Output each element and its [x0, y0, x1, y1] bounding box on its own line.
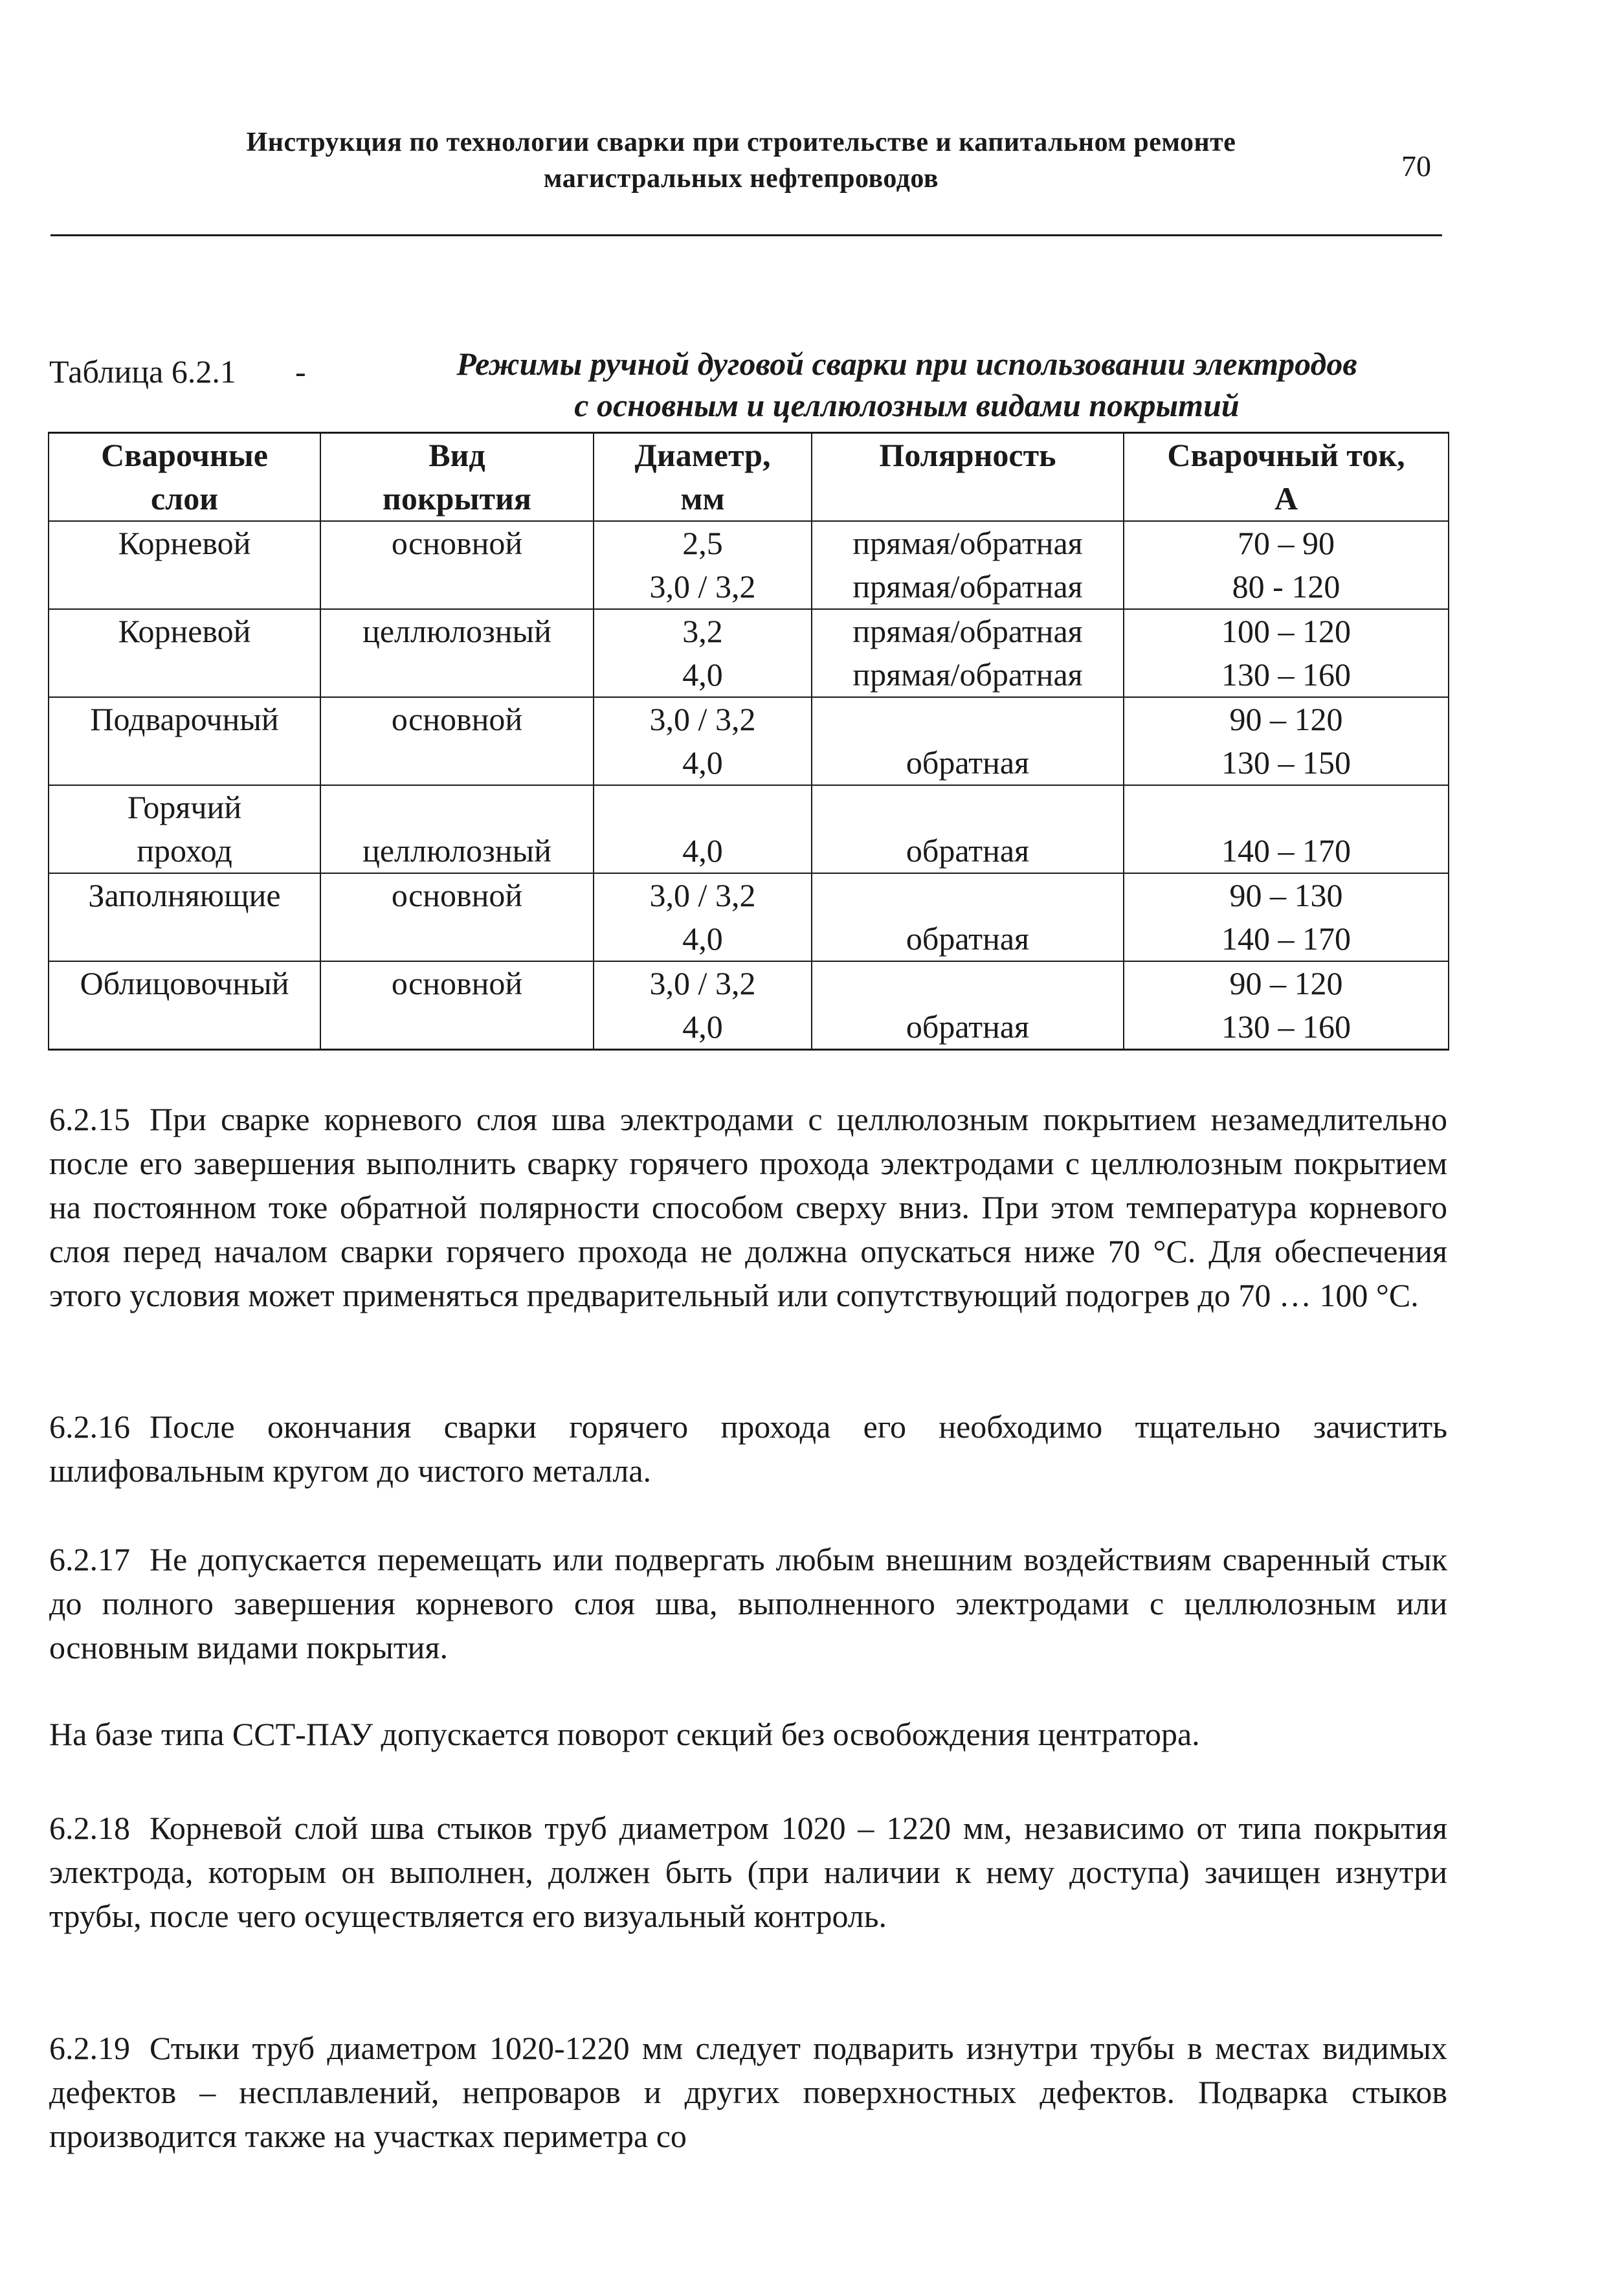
paragraph-6-2-16 [49, 1405, 1447, 1493]
paragraph-text: Корневой слой шва стыков труб диаметром 1020 – 1220 мм, независимо от типа покрытия электрода, которым он выполнен, должен быть (при наличии к нему доступа) зачищен изнутри трубы, после чего осуществляется его визуальный контроль. [49, 1810, 1447, 1934]
cell-current [1124, 785, 1449, 829]
table-row [49, 873, 1449, 917]
cell-diameter: 2,5 [594, 521, 812, 565]
cell-coating: целлюлозный [320, 829, 594, 873]
cell-coating: основной [320, 697, 594, 741]
table-row [49, 741, 1449, 785]
cell-coating [320, 565, 594, 609]
paragraph-number: 6.2.18 [49, 1810, 130, 1846]
cell-current: 90 – 130 [1124, 873, 1449, 917]
cell-current: 130 – 150 [1124, 741, 1449, 785]
header-divider [50, 234, 1442, 236]
header-line-2: магистральных нефтепроводов [543, 164, 939, 194]
cell-current: 90 – 120 [1124, 961, 1449, 1005]
cell-diameter: 4,0 [594, 1005, 812, 1050]
cell-polarity: прямая/обратная [812, 521, 1124, 565]
cell-polarity: обратная [812, 741, 1124, 785]
header-weld-layers: Сварочные слои [49, 433, 320, 522]
paragraph-6-2-19 [49, 2026, 1447, 2158]
cell-coating [320, 741, 594, 785]
table-number: Таблица 6.2.1 [49, 353, 236, 390]
cell-layer: Облицовочный [49, 961, 320, 1005]
cell-layer [49, 917, 320, 961]
cell-current: 100 – 120 [1124, 609, 1449, 653]
caption-dash: - [295, 353, 306, 390]
cell-coating: основной [320, 873, 594, 917]
paragraph-6-2-17 [49, 1537, 1447, 1669]
cell-polarity: прямая/обратная [812, 565, 1124, 609]
paragraph-text: На базе типа ССТ-ПАУ допускается поворот секций без освобождения центратора. [49, 1716, 1200, 1752]
cell-diameter: 4,0 [594, 653, 812, 697]
table-header-row [49, 433, 1449, 522]
table-row [49, 697, 1449, 741]
cell-polarity [812, 873, 1124, 917]
paragraph-text: После окончания сварки горячего прохода его необходимо тщательно зачистить шлифовальным кругом до чистого металла. [49, 1409, 1447, 1489]
table-row [49, 1005, 1449, 1050]
cell-polarity [812, 697, 1124, 741]
table-row [49, 829, 1449, 873]
cell-polarity: обратная [812, 917, 1124, 961]
paragraph-6-2-15 [49, 1097, 1447, 1317]
cell-coating [320, 917, 594, 961]
cell-layer [49, 653, 320, 697]
table-title [350, 343, 1463, 426]
paragraph-text: Не допускается перемещать или подвергать любым внешним воздействиям сваренный стык до полного завершения корневого слоя шва, выполненного электродами с целлюлозным или основным видами покрытия. [49, 1541, 1447, 1665]
cell-polarity [812, 961, 1124, 1005]
cell-current: 90 – 120 [1124, 697, 1449, 741]
running-header [97, 124, 1385, 197]
paragraph-number: 6.2.15 [49, 1101, 130, 1137]
cell-coating [320, 785, 594, 829]
cell-diameter: 3,0 / 3,2 [594, 565, 812, 609]
header-diameter: Диаметр, мм [594, 433, 812, 522]
welding-modes-table [48, 432, 1449, 1051]
cell-current: 140 – 170 [1124, 917, 1449, 961]
cell-coating [320, 653, 594, 697]
cell-polarity: обратная [812, 829, 1124, 873]
header-coating-type: Вид покрытия [320, 433, 594, 522]
table-row [49, 565, 1449, 609]
cell-current: 130 – 160 [1124, 653, 1449, 697]
cell-diameter: 3,0 / 3,2 [594, 961, 812, 1005]
paragraph-6-2-18 [49, 1806, 1447, 1938]
cell-polarity [812, 785, 1124, 829]
cell-coating [320, 1005, 594, 1050]
header-polarity: Полярность [812, 433, 1124, 522]
header-current: Сварочный ток, А [1124, 433, 1449, 522]
cell-current: 70 – 90 [1124, 521, 1449, 565]
cell-layer: Корневой [49, 521, 320, 565]
cell-diameter [594, 785, 812, 829]
cell-layer: Горячий [49, 785, 320, 829]
cell-current: 80 - 120 [1124, 565, 1449, 609]
table-title-line-1: Режимы ручной дуговой сварки при использовании электродов [456, 346, 1357, 382]
cell-diameter: 4,0 [594, 829, 812, 873]
header-line-1: Инструкция по технологии сварки при строительстве и капитальном ремонте [246, 128, 1236, 157]
table-row [49, 785, 1449, 829]
table-row [49, 917, 1449, 961]
paragraph-number: 6.2.19 [49, 2030, 130, 2066]
paragraph-number: 6.2.17 [49, 1541, 130, 1577]
cell-layer: Подварочный [49, 697, 320, 741]
paragraph-number: 6.2.16 [49, 1409, 130, 1445]
cell-diameter: 4,0 [594, 917, 812, 961]
table-row [49, 521, 1449, 565]
paragraph-text: Стыки труб диаметром 1020-1220 мм следует подварить изнутри трубы в местах видимых дефектов – несплавлений, непроваров и других поверхностных дефектов. Подварка стыков производится также на участках периметра со [49, 2030, 1447, 2154]
cell-layer: проход [49, 829, 320, 873]
cell-current: 130 – 160 [1124, 1005, 1449, 1050]
cell-layer: Заполняющие [49, 873, 320, 917]
cell-polarity: прямая/обратная [812, 609, 1124, 653]
cell-polarity: прямая/обратная [812, 653, 1124, 697]
cell-polarity: обратная [812, 1005, 1124, 1050]
cell-diameter: 3,0 / 3,2 [594, 697, 812, 741]
table-row [49, 653, 1449, 697]
paragraph-sst-pau [49, 1712, 1447, 1756]
cell-current: 140 – 170 [1124, 829, 1449, 873]
table-row [49, 609, 1449, 653]
cell-layer [49, 565, 320, 609]
cell-layer: Корневой [49, 609, 320, 653]
cell-coating: целлюлозный [320, 609, 594, 653]
cell-coating: основной [320, 521, 594, 565]
cell-layer [49, 741, 320, 785]
cell-diameter: 3,2 [594, 609, 812, 653]
cell-diameter: 3,0 / 3,2 [594, 873, 812, 917]
cell-diameter: 4,0 [594, 741, 812, 785]
cell-coating: основной [320, 961, 594, 1005]
page-number: 70 [1401, 150, 1431, 183]
cell-layer [49, 1005, 320, 1050]
paragraph-text: При сварке корневого слоя шва электродами с целлюлозным покрытием незамедлительно после его завершения выполнить сварку горячего прохода электродами с целлюлозным покрытием на постоянном токе обратной полярности способом сверху вниз. При этом температура корневого слоя перед началом сварки горячего прохода не должна опускаться ниже 70 °С. Для обеспечения этого условия может применяться предварительный или сопутствующий подогрев до 70 … 100 °С. [49, 1101, 1447, 1313]
table-title-line-2: с основным и целлюлозным видами покрытий [574, 387, 1240, 423]
table-row [49, 961, 1449, 1005]
